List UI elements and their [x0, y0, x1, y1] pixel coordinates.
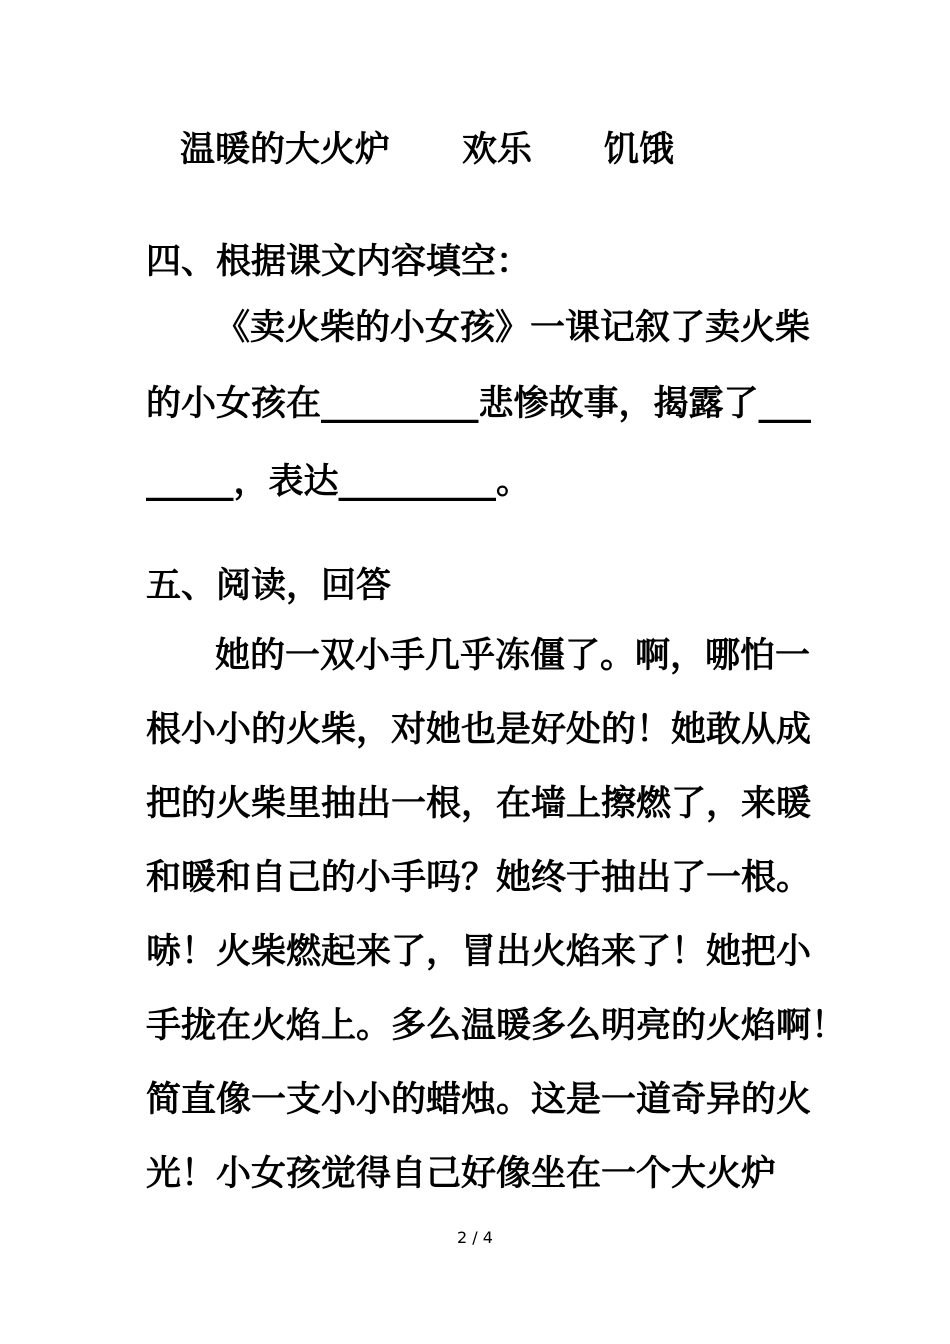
- word-item: 饥饿: [604, 129, 675, 170]
- word-item: 欢乐: [462, 129, 533, 170]
- reading-line: 哧！火柴燃起来了，冒出火焰来了！她把小: [146, 931, 812, 972]
- section-4-heading: 四、根据课文内容填空：: [146, 241, 532, 282]
- reading-line: 简直像一支小小的蜡烛。这是一道奇异的火: [146, 1079, 812, 1120]
- word-list: [180, 128, 674, 172]
- section-4-line: 的小女孩在_________悲惨故事，揭露了___: [146, 383, 812, 424]
- reading-line: 把的火柴里抽出一根，在墙上擦燃了，来暖: [146, 783, 812, 824]
- reading-line: 她的一双小手几乎冻僵了。啊，哪怕一: [215, 635, 811, 676]
- section-5-heading: 五、阅读，回答: [146, 565, 392, 606]
- section-4-line: 《卖火柴的小女孩》一课记叙了卖火柴: [215, 307, 811, 348]
- page-number: 2 / 4: [457, 1228, 493, 1247]
- reading-line: 手拢在火焰上。多么温暖多么明亮的火焰啊！: [146, 1005, 847, 1046]
- section-4-line: _____，表达_________。: [146, 461, 532, 502]
- reading-line: 根小小的火柴，对她也是好处的！她敢从成: [146, 709, 812, 750]
- reading-line: 光！小女孩觉得自己好像坐在一个大火炉: [146, 1153, 777, 1194]
- reading-line: 和暖和自己的小手吗？她终于抽出了一根。: [146, 857, 812, 898]
- word-item: 温暖的大火炉: [180, 129, 391, 170]
